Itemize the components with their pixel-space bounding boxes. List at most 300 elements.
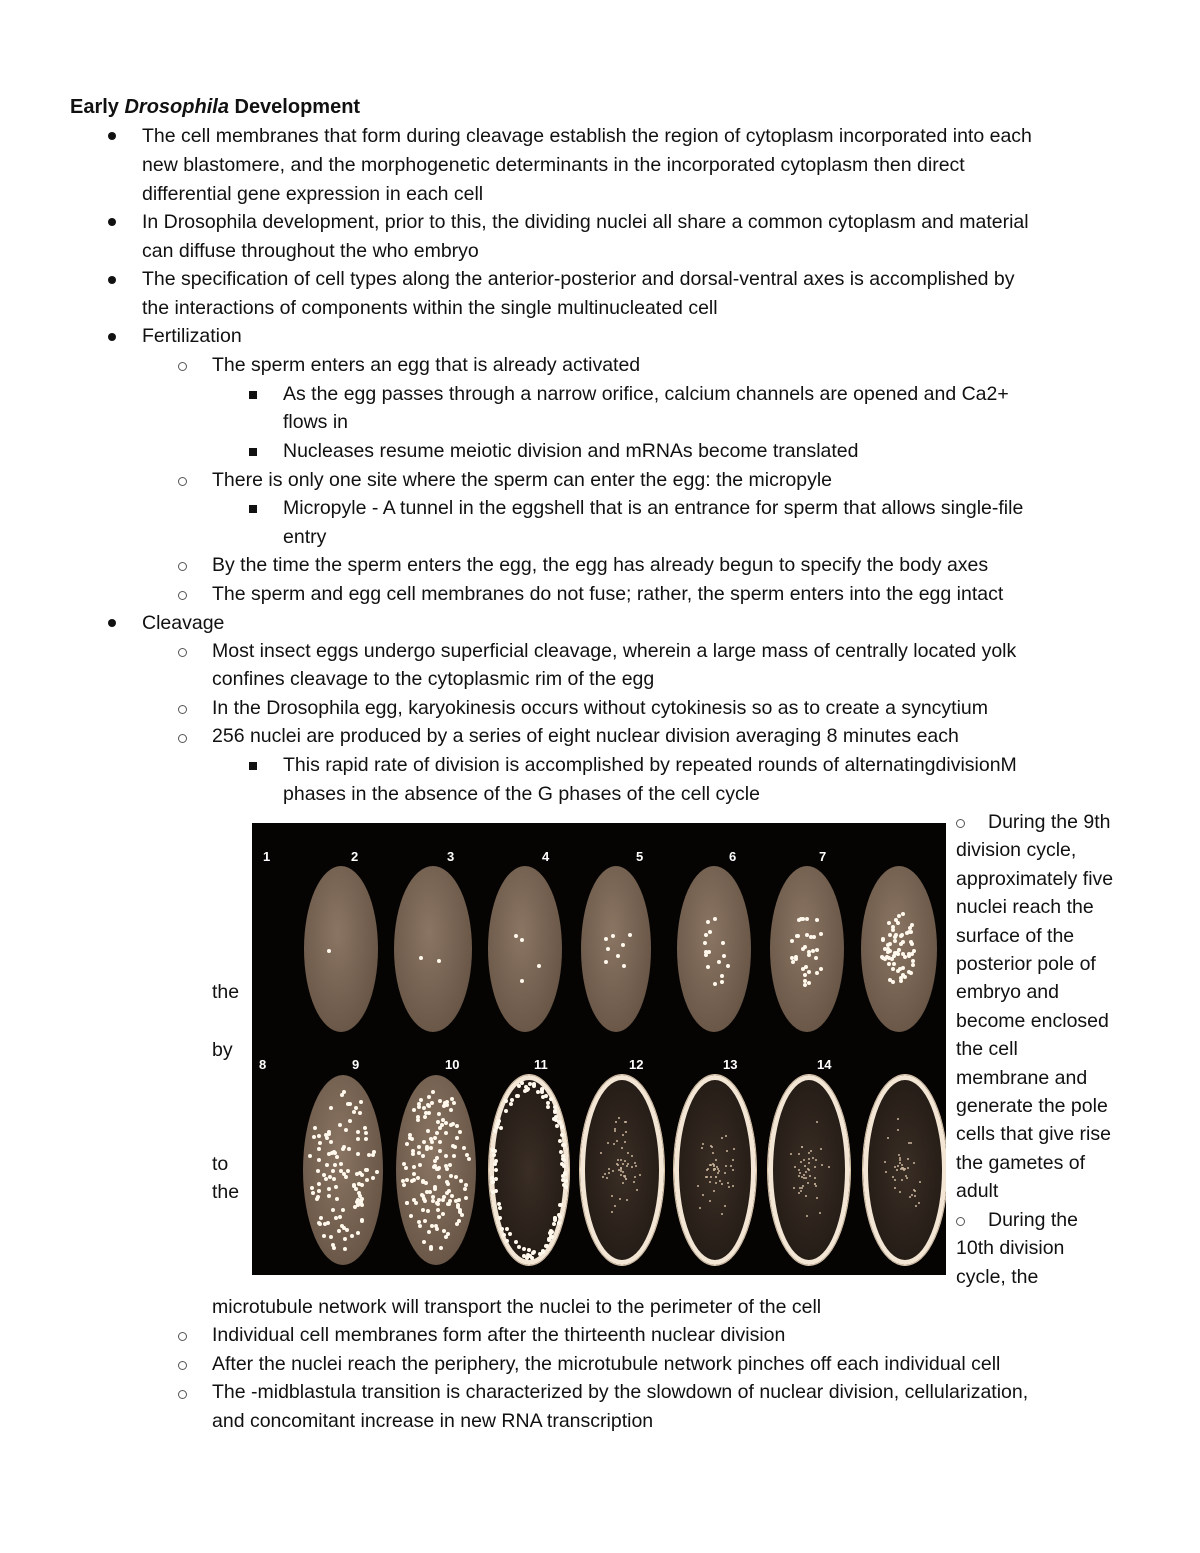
nucleus-dot bbox=[338, 1215, 342, 1219]
nucleus-dot bbox=[433, 1185, 437, 1189]
nucleus-dot bbox=[404, 1166, 408, 1170]
embryo-cleavage-figure bbox=[252, 823, 946, 1275]
nucleus-dot bbox=[343, 1247, 347, 1251]
nucleus-dot bbox=[615, 1121, 617, 1123]
nucleus-dot bbox=[559, 1203, 563, 1207]
nucleus-dot bbox=[706, 965, 710, 969]
nucleus-dot bbox=[444, 1154, 448, 1158]
nucleus-dot bbox=[346, 1169, 350, 1173]
nucleus-dot bbox=[715, 1182, 717, 1184]
nucleus-dot bbox=[555, 1124, 559, 1128]
nucleus-dot bbox=[892, 962, 896, 966]
nucleus-dot bbox=[356, 1137, 360, 1141]
nucleus-dot bbox=[427, 1111, 431, 1115]
nucleus-dot bbox=[514, 1240, 518, 1244]
nucleus-dot bbox=[901, 1179, 903, 1181]
nucleus-dot bbox=[327, 1194, 331, 1198]
nucleus-dot bbox=[887, 1137, 889, 1139]
nucleus-dot bbox=[439, 1246, 443, 1250]
nucleus-dot bbox=[412, 1198, 416, 1202]
nucleus-dot bbox=[418, 1163, 422, 1167]
nucleus-dot bbox=[914, 1195, 916, 1197]
nucleus-dot bbox=[805, 1177, 807, 1179]
nucleus-dot bbox=[622, 1134, 624, 1136]
panel-number: 3 bbox=[447, 849, 455, 864]
nucleus-dot bbox=[713, 917, 717, 921]
nucleus-dot bbox=[452, 1154, 456, 1158]
nucleus-dot bbox=[421, 1154, 425, 1158]
nucleus-dot bbox=[807, 953, 811, 957]
periphery-text: After the nuclei reach the periphery, the microtubule network pinches off each individual cell bbox=[212, 1353, 1001, 1375]
bullet-icon bbox=[108, 218, 116, 226]
nucleus-dot bbox=[890, 957, 894, 961]
nucleus-dot bbox=[347, 1147, 351, 1151]
nucleus-dot bbox=[721, 1183, 723, 1185]
nucleus-dot bbox=[552, 1222, 556, 1226]
nucleus-dot bbox=[402, 1162, 406, 1166]
nucleus-dot bbox=[622, 1163, 624, 1165]
nucleus-dot bbox=[798, 1153, 800, 1155]
nucleus-dot bbox=[899, 1191, 901, 1193]
nucleus-dot bbox=[436, 1208, 440, 1212]
nucleus-dot bbox=[634, 1162, 636, 1164]
nucleases-text: Nucleases resume meiotic division and mRNAs become translated bbox=[283, 440, 859, 462]
nucleus-dot bbox=[356, 1231, 360, 1235]
nucleus-dot bbox=[509, 1102, 513, 1106]
embryo-image bbox=[677, 866, 751, 1032]
circle-bullet-icon bbox=[956, 1217, 965, 1226]
nucleus-dot bbox=[500, 1227, 504, 1231]
nucleus-dot bbox=[732, 1185, 734, 1187]
nucleus-dot bbox=[621, 1147, 623, 1149]
embryo-image bbox=[861, 866, 937, 1032]
rapid-rate-line-2: phases in the absence of the G phases of the cell cycle bbox=[283, 783, 760, 805]
insect-line-2: confines cleavage to the cytoplasmic rim of the egg bbox=[212, 668, 655, 690]
nucleus-dot bbox=[611, 1211, 613, 1213]
nucleus-dot bbox=[732, 1159, 734, 1161]
ninth-line: adult bbox=[956, 1180, 999, 1203]
nucleus-dot bbox=[442, 1229, 446, 1233]
nucleus-dot bbox=[522, 1254, 526, 1258]
nucleus-dot bbox=[405, 1201, 409, 1205]
nucleus-dot bbox=[885, 1171, 887, 1173]
nucleus-dot bbox=[733, 1148, 735, 1150]
nucleus-dot bbox=[799, 1172, 801, 1174]
nucleus-dot bbox=[333, 1163, 337, 1167]
nucleus-dot bbox=[499, 1126, 503, 1130]
nucleus-dot bbox=[546, 1105, 550, 1109]
nucleus-dot bbox=[888, 933, 892, 937]
nucleus-dot bbox=[812, 1157, 814, 1159]
nucleus-dot bbox=[713, 1165, 715, 1167]
nucleus-dot bbox=[808, 1152, 810, 1154]
nucleus-dot bbox=[441, 1198, 445, 1202]
nucleus-dot bbox=[604, 937, 608, 941]
ninth-line: During the 9th bbox=[988, 811, 1111, 833]
nucleus-dot bbox=[344, 1175, 348, 1179]
nucleus-dot bbox=[801, 967, 805, 971]
nucleus-dot bbox=[807, 981, 811, 985]
nucleus-dot bbox=[620, 1159, 622, 1161]
karyokinesis-text: In the Drosophila egg, karyokinesis occurs without cytokinesis so as to create a syncytium bbox=[212, 697, 989, 719]
nucleus-dot bbox=[602, 1176, 604, 1178]
nucleus-dot bbox=[449, 1108, 453, 1112]
nucleus-dot bbox=[356, 1130, 360, 1134]
intro-1-line-3: differential gene expression in each cell bbox=[142, 183, 484, 205]
nucleus-dot bbox=[498, 1206, 502, 1210]
nucleus-dot bbox=[360, 1197, 364, 1201]
nucleus-dot bbox=[898, 1154, 900, 1156]
nucleus-dot bbox=[428, 1190, 432, 1194]
nucleus-dot bbox=[504, 1099, 508, 1103]
nucleus-dot bbox=[915, 1205, 917, 1207]
nucleus-dot bbox=[491, 1190, 495, 1194]
nucleus-dot bbox=[631, 1155, 633, 1157]
nucleus-dot bbox=[622, 1171, 624, 1173]
nucleus-dot bbox=[371, 1176, 375, 1180]
nucleus-dot bbox=[803, 973, 807, 977]
nucleus-dot bbox=[612, 1170, 614, 1172]
nucleus-dot bbox=[331, 1208, 335, 1212]
nucleus-dot bbox=[317, 1147, 321, 1151]
nucleus-dot bbox=[562, 1164, 566, 1168]
nucleus-dot bbox=[715, 1176, 717, 1178]
tenth-line: During the bbox=[988, 1209, 1078, 1231]
nucleus-dot bbox=[893, 939, 897, 943]
nucleus-dot bbox=[416, 1176, 420, 1180]
nucleus-dot bbox=[726, 1150, 728, 1152]
ninth-line: generate the pole bbox=[956, 1095, 1108, 1117]
embryo-image bbox=[770, 866, 844, 1032]
nucleus-dot bbox=[417, 1145, 421, 1149]
panel-number: 8 bbox=[259, 1057, 267, 1072]
nucleus-dot bbox=[446, 1232, 450, 1236]
nucleus-dot bbox=[900, 933, 904, 937]
nucleus-dot bbox=[457, 1198, 461, 1202]
nucleus-dot bbox=[804, 965, 808, 969]
nucleus-dot bbox=[505, 1239, 509, 1243]
rapid-rate-line-1: This rapid rate of division is accomplished by repeated rounds of alternatingdivisionM bbox=[283, 754, 1017, 776]
nucleus-dot bbox=[910, 1142, 912, 1144]
nucleus-dot bbox=[463, 1187, 467, 1191]
nucleus-dot bbox=[791, 960, 795, 964]
nucleus-dot bbox=[620, 1174, 622, 1176]
ninth-line: surface of the bbox=[956, 924, 1075, 947]
nucleus-dot bbox=[790, 939, 794, 943]
nucleus-dot bbox=[412, 1172, 416, 1176]
nucleus-dot bbox=[431, 1199, 435, 1203]
nucleus-dot bbox=[636, 1189, 638, 1191]
nucleus-dot bbox=[914, 1190, 916, 1192]
nucleus-dot bbox=[438, 1126, 442, 1130]
nucleus-dot bbox=[462, 1146, 466, 1150]
nucleus-dot bbox=[798, 1192, 800, 1194]
nucleus-dot bbox=[441, 1212, 445, 1216]
nucleus-dot bbox=[901, 912, 905, 916]
nucleus-dot bbox=[562, 1158, 566, 1162]
nucleus-dot bbox=[561, 1154, 565, 1158]
nucleus-dot bbox=[888, 942, 892, 946]
nucleus-dot bbox=[318, 1141, 322, 1145]
nucleus-dot bbox=[909, 1196, 911, 1198]
panel-number: 13 bbox=[723, 1057, 738, 1072]
fragment-text: the bbox=[212, 981, 240, 1003]
nucleus-dot bbox=[816, 1197, 818, 1199]
nucleus-dot bbox=[807, 950, 811, 954]
nucleus-dot bbox=[458, 1130, 462, 1134]
ninth-line: become enclosed bbox=[956, 1009, 1109, 1032]
nucleus-dot bbox=[405, 1178, 409, 1182]
circle-bullet-icon bbox=[956, 819, 965, 828]
nucleus-dot bbox=[724, 1205, 726, 1207]
nucleus-dot bbox=[717, 960, 721, 964]
nucleus-dot bbox=[607, 1142, 609, 1144]
nucleus-dot bbox=[430, 1140, 434, 1144]
nucleus-dot bbox=[606, 1177, 608, 1179]
nucleus-dot bbox=[514, 934, 518, 938]
nucleus-dot bbox=[412, 1165, 416, 1169]
nucleus-dot bbox=[410, 1179, 414, 1183]
bullet-icon bbox=[108, 132, 116, 140]
microtubule-continuation: microtubule network will transport the nuclei to the perimeter of the cell bbox=[212, 1296, 822, 1318]
nucleus-dot bbox=[444, 1164, 448, 1168]
embryo-image bbox=[581, 866, 651, 1032]
nucleus-dot bbox=[897, 914, 901, 918]
ninth-line: membrane and bbox=[956, 1066, 1088, 1089]
nucleus-dot bbox=[810, 1150, 812, 1152]
nucleus-dot bbox=[504, 1109, 508, 1113]
nucleus-dot bbox=[790, 1153, 792, 1155]
nucleus-dot bbox=[308, 1154, 312, 1158]
nucleus-dot bbox=[600, 1152, 602, 1154]
square-bullet-icon bbox=[249, 762, 257, 770]
nucleus-dot bbox=[459, 1179, 463, 1183]
panel-number: 9 bbox=[352, 1057, 360, 1072]
nucleus-dot bbox=[442, 1104, 446, 1108]
nucleus-dot bbox=[624, 1160, 626, 1162]
nucleus-dot bbox=[613, 1143, 615, 1145]
nucleus-dot bbox=[805, 1195, 807, 1197]
nucleus-dot bbox=[549, 1234, 553, 1238]
nucleus-dot bbox=[815, 1159, 817, 1161]
nucleus-dot bbox=[313, 1126, 317, 1130]
nucleus-dot bbox=[324, 1177, 328, 1181]
nucleus-dot bbox=[809, 1175, 811, 1177]
nucleus-dot bbox=[706, 920, 710, 924]
nucleus-dot bbox=[896, 1169, 898, 1171]
nucleus-dot bbox=[516, 1094, 520, 1098]
nucleus-dot bbox=[710, 1164, 712, 1166]
nucleus-dot bbox=[563, 1172, 567, 1176]
nucleus-dot bbox=[334, 1185, 338, 1189]
nucleus-dot bbox=[715, 1159, 717, 1161]
ninth-line: the cell bbox=[956, 1038, 1018, 1061]
nucleus-dot bbox=[814, 1177, 816, 1179]
nucleus-dot bbox=[560, 1133, 564, 1137]
nucleus-dot bbox=[621, 943, 625, 947]
nucleus-dot bbox=[907, 970, 911, 974]
nucleus-dot bbox=[625, 1178, 627, 1180]
nucleus-dot bbox=[419, 1098, 423, 1102]
nucleus-dot bbox=[508, 1232, 512, 1236]
nucleus-dot bbox=[805, 917, 809, 921]
bullet-icon bbox=[108, 619, 116, 627]
nucleus-dot bbox=[560, 1125, 564, 1129]
nucleus-dot bbox=[435, 1156, 439, 1160]
nucleus-dot bbox=[730, 1165, 732, 1167]
panel-number: 7 bbox=[819, 849, 827, 864]
nucleus-dot bbox=[709, 1200, 711, 1202]
by-the-time-text: By the time the sperm enters the egg, the egg has already begun to specify the body axes bbox=[212, 554, 989, 576]
nucleus-dot bbox=[318, 1222, 322, 1226]
nucleus-dot bbox=[427, 1095, 431, 1099]
nucleus-dot bbox=[897, 1118, 899, 1120]
nucleus-dot bbox=[417, 1105, 421, 1109]
nucleus-dot bbox=[494, 1168, 498, 1172]
nucleus-dot bbox=[310, 1186, 314, 1190]
nucleus-dot bbox=[711, 1146, 713, 1148]
nucleus-dot bbox=[438, 1099, 442, 1103]
embryo-image bbox=[863, 1075, 946, 1265]
nucleus-dot bbox=[800, 1161, 802, 1163]
nucleus-dot bbox=[335, 1197, 339, 1201]
panel-number: 4 bbox=[542, 849, 550, 864]
nucleus-dot bbox=[627, 1152, 629, 1154]
nucleus-dot bbox=[802, 1185, 804, 1187]
nucleus-dot bbox=[564, 1185, 568, 1189]
nucleus-dot bbox=[604, 960, 608, 964]
nucleus-dot bbox=[828, 1166, 830, 1168]
nucleus-dot bbox=[433, 1136, 437, 1140]
nucleus-dot bbox=[900, 1168, 902, 1170]
membranes-form-text: Individual cell membranes form after the thirteenth nuclear division bbox=[212, 1324, 786, 1346]
nucleus-dot bbox=[718, 1170, 720, 1172]
embryo-image bbox=[396, 1075, 476, 1265]
panel-number: 12 bbox=[629, 1057, 644, 1072]
nucleus-dot bbox=[624, 1141, 626, 1143]
ninth-line: approximately five bbox=[956, 867, 1114, 890]
nucleus-dot bbox=[492, 1153, 496, 1157]
nucleus-dot bbox=[412, 1108, 416, 1112]
nucleus-dot bbox=[363, 1126, 367, 1130]
nucleus-dot bbox=[808, 1162, 810, 1164]
micropyle-line-1: Micropyle - A tunnel in the eggshell that is an entrance for sperm that allows single-file bbox=[283, 497, 1024, 519]
nucleus-dot bbox=[371, 1153, 375, 1157]
nucleus-dot bbox=[795, 934, 799, 938]
nucleus-dot bbox=[721, 1137, 723, 1139]
nucleus-dot bbox=[727, 1182, 729, 1184]
intro-3-line-1: The specification of cell types along the anterior-posterior and dorsal-ventral axes is accomplished by bbox=[142, 268, 1015, 290]
nucleus-dot bbox=[616, 1140, 618, 1142]
nucleus-dot bbox=[704, 933, 708, 937]
nucleus-dot bbox=[699, 1207, 701, 1209]
nucleus-dot bbox=[633, 1181, 635, 1183]
circle-bullet-icon bbox=[178, 1361, 187, 1370]
nucleus-dot bbox=[807, 1182, 809, 1184]
nucleus-dot bbox=[449, 1123, 453, 1127]
nucleus-dot bbox=[639, 1174, 641, 1176]
nucleus-dot bbox=[721, 1213, 723, 1215]
nucleus-dot bbox=[464, 1183, 468, 1187]
circle-bullet-icon bbox=[178, 591, 187, 600]
nucleus-dot bbox=[510, 1098, 514, 1102]
nucleus-dot bbox=[899, 1159, 901, 1161]
nucleus-dot bbox=[631, 1166, 633, 1168]
nucleus-dot bbox=[617, 1159, 619, 1161]
nucleus-dot bbox=[910, 923, 914, 927]
cleavage-heading: Cleavage bbox=[142, 612, 225, 634]
embryo-image bbox=[394, 866, 472, 1032]
nucleus-dot bbox=[319, 1216, 323, 1220]
nucleus-dot bbox=[437, 959, 441, 963]
nucleus-dot bbox=[497, 1202, 501, 1206]
nucleus-dot bbox=[454, 1175, 458, 1179]
nucleus-dot bbox=[540, 1090, 544, 1094]
nucleus-dot bbox=[502, 1233, 506, 1237]
nucleus-dot bbox=[422, 1106, 426, 1110]
nucleus-dot bbox=[345, 1228, 349, 1232]
nucleus-dot bbox=[337, 1229, 341, 1233]
midblastula-line-2: and concomitant increase in new RNA transcription bbox=[212, 1410, 654, 1432]
nucleus-dot bbox=[416, 1118, 420, 1122]
micropyle-line-2: entry bbox=[283, 526, 327, 548]
panel-number: 11 bbox=[534, 1057, 548, 1072]
nucleus-dot bbox=[422, 1240, 426, 1244]
nucleus-dot bbox=[708, 930, 712, 934]
embryo-image bbox=[674, 1075, 756, 1265]
nucleus-dot bbox=[618, 1117, 620, 1119]
nucleus-dot bbox=[421, 1180, 425, 1184]
nucleus-dot bbox=[494, 1177, 498, 1181]
nucleus-dot bbox=[709, 1181, 711, 1183]
nucleus-dot bbox=[348, 1119, 352, 1123]
nucleus-dot bbox=[438, 1140, 442, 1144]
nucleus-dot bbox=[918, 1202, 920, 1204]
nucleus-dot bbox=[409, 1214, 413, 1218]
nucleus-dot bbox=[338, 1123, 342, 1127]
nucleus-dot bbox=[606, 947, 610, 951]
nucleus-dot bbox=[419, 956, 423, 960]
nucleus-dot bbox=[523, 1089, 527, 1093]
nucleus-dot bbox=[559, 1150, 563, 1154]
nucleus-dot bbox=[911, 963, 915, 967]
nucleus-dot bbox=[537, 964, 541, 968]
nucleus-dot bbox=[438, 1149, 442, 1153]
nucleus-dot bbox=[329, 1235, 333, 1239]
nucleus-dot bbox=[431, 1090, 435, 1094]
egg-passes-line-1: As the egg passes through a narrow orifice, calcium channels are opened and Ca2+ bbox=[283, 383, 1009, 405]
nucleus-dot bbox=[881, 937, 885, 941]
bullet-icon bbox=[108, 276, 116, 284]
nucleus-dot bbox=[726, 964, 730, 968]
nucleus-dot bbox=[493, 1149, 497, 1153]
nucleus-dot bbox=[352, 1110, 356, 1114]
nucleus-dot bbox=[885, 955, 889, 959]
nucleus-dot bbox=[820, 1148, 822, 1150]
nucleus-dot bbox=[329, 1106, 333, 1110]
nucleus-dot bbox=[814, 1166, 816, 1168]
nucleus-dot bbox=[364, 1131, 368, 1135]
nucleus-dot bbox=[891, 928, 895, 932]
nucleus-dot bbox=[896, 921, 900, 925]
nucleus-dot bbox=[808, 1169, 810, 1171]
document-title: Early Drosophila Development bbox=[70, 96, 361, 118]
tenth-line: cycle, the bbox=[956, 1265, 1039, 1288]
panel-number: 2 bbox=[351, 849, 359, 864]
nucleus-dot bbox=[493, 1129, 497, 1133]
nucleus-dot bbox=[426, 1209, 430, 1213]
nucleus-dot bbox=[329, 1140, 333, 1144]
